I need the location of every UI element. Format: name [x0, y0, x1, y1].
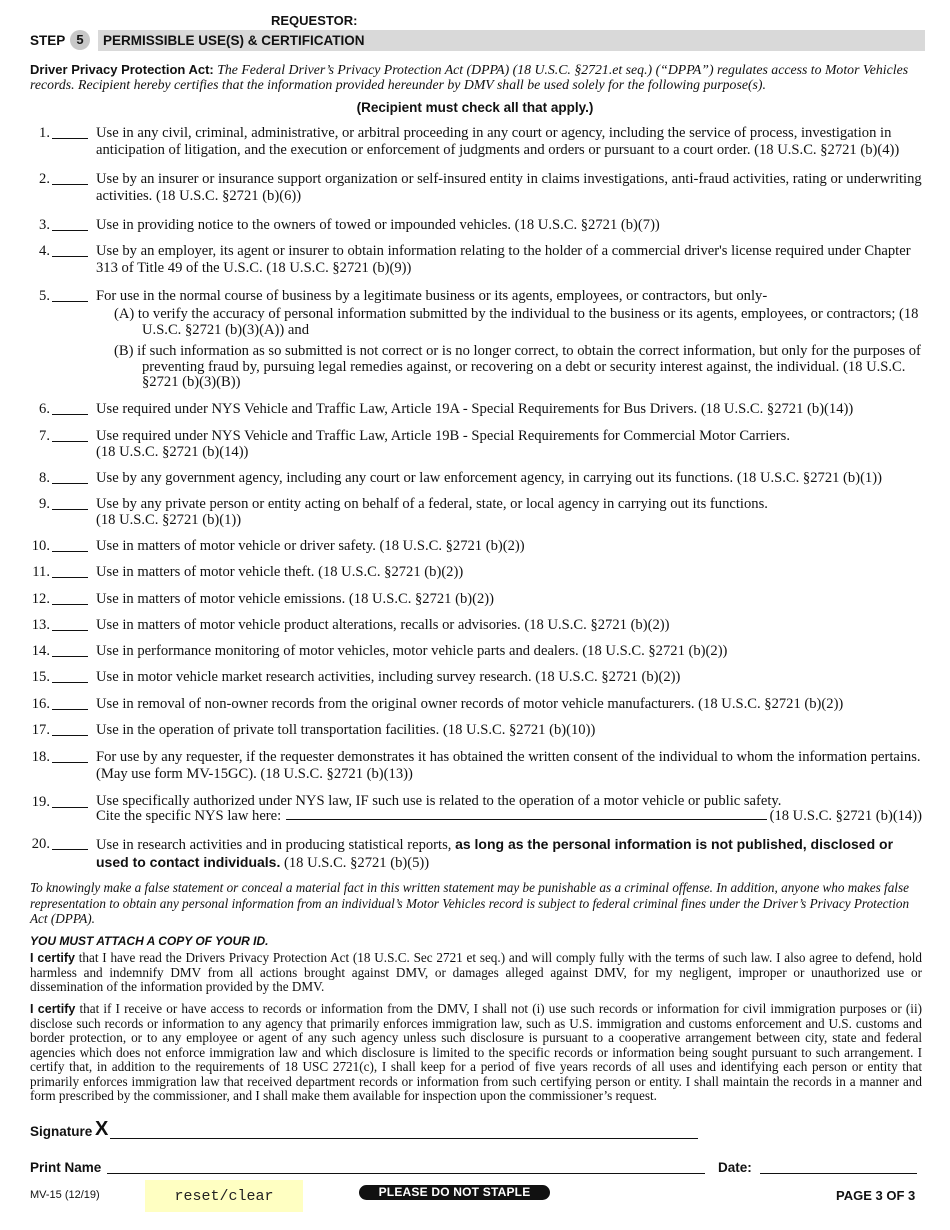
check-blank-15[interactable]: [52, 682, 88, 683]
form-id: MV-15 (12/19): [30, 1189, 100, 1201]
purpose-item-8: [30, 470, 922, 487]
date-label: Date:: [718, 1160, 752, 1175]
check-blank-4[interactable]: [52, 256, 88, 257]
step-label: STEP: [30, 33, 66, 48]
print-name-label: Print Name: [30, 1160, 102, 1175]
item-text: Use in motor vehicle market research activities, including survey research. (18 U.S.C. §2721 (b)(2)): [96, 669, 681, 685]
purpose-item-16: [30, 696, 922, 713]
item-text: For use in the normal course of business by a legitimate business or its agents, employees, or contractors, but only-: [96, 288, 768, 304]
purpose-item-10: [30, 538, 922, 555]
item-number: 7.: [39, 428, 50, 444]
item-number: 11.: [32, 564, 50, 580]
item-number: 14.: [31, 643, 50, 659]
check-blank-7[interactable]: [52, 441, 88, 442]
do-not-staple-badge: [359, 1185, 550, 1200]
certification-1: [30, 951, 922, 995]
check-blank-18[interactable]: [52, 762, 88, 763]
check-blank-16[interactable]: [52, 709, 88, 710]
item-number: 10.: [31, 538, 50, 554]
check-blank-19[interactable]: [52, 807, 88, 808]
signature-field[interactable]: [110, 1138, 698, 1139]
purpose-item-4: [30, 243, 922, 277]
item-20-text: Use in research activities and in producing statistical reports,: [96, 837, 452, 853]
item-number: 16.: [31, 696, 50, 712]
purpose-item-12: [30, 591, 922, 608]
item-text-ref: (18 U.S.C. §2721 (b)(14)): [96, 444, 249, 460]
check-blank-1[interactable]: [52, 138, 88, 139]
item-5-sub-b: (B) if such information as so submitted is not correct or is no longer correct, to obtain the correct information, but only for the purposes of preventing fraud by, pursuing legal remedies against, or recovering on a debt or security interest against, the individual. (18 U.S.C. §2721 (b)(3)(B)): [114, 343, 921, 390]
item-text: Use in providing notice to the owners of towed or impounded vehicles. (18 U.S.C. §2721 (b)(7)): [96, 217, 660, 233]
item-20-ref: (18 U.S.C. §2721 (b)(5)): [284, 855, 430, 871]
purpose-item-20: [30, 836, 922, 872]
nys-law-cite-row: [96, 809, 922, 824]
item-number: 5.: [39, 288, 50, 304]
step-title: PERMISSIBLE USE(S) & CERTIFICATION: [98, 30, 925, 51]
staple-text-pre: PLEASE DO: [378, 1185, 454, 1199]
item-number: 1.: [39, 125, 50, 141]
purpose-item-2: [30, 171, 922, 205]
purpose-item-6: [30, 401, 922, 418]
dppa-intro: [30, 62, 922, 92]
item-text: For use by any requester, if the requester demonstrates it has obtained the written consent of the individual to whom the information pertains. (May use form MV-15GC). (18 U.S.C. §2721 (b)(13)): [96, 749, 921, 782]
item-text: Use in removal of non-owner records from the original owner records of motor vehicle manufacturers. (18 U.S.C. §2721 (b)(2)): [96, 696, 844, 712]
certify-lead: I certify: [30, 1002, 76, 1016]
certify-text: that I have read the Drivers Privacy Protection Act (18 U.S.C. Sec 2721 et seq.) and will comply fully with the terms of such law. I also agree to defend, hold harmless and indemnify DMV from all actions brought against DMV, or damages alleged against DMV, for my negligent, improper or unauthorized use or dissemination of the information provided by the DMV.: [30, 950, 923, 994]
check-blank-14[interactable]: [52, 656, 88, 657]
check-blank-12[interactable]: [52, 604, 88, 605]
check-blank-6[interactable]: [52, 414, 88, 415]
check-blank-11[interactable]: [52, 577, 88, 578]
item-text: [96, 836, 922, 872]
purpose-item-17: [30, 722, 922, 739]
item-number: 2.: [39, 171, 50, 187]
item-text: Use specifically authorized under NYS law, IF such use is related to the operation of a motor vehicle or public safety.: [96, 793, 782, 809]
print-name-field[interactable]: [107, 1173, 705, 1174]
staple-text-not: NOT: [453, 1185, 480, 1199]
signature-label: Signature: [30, 1124, 93, 1139]
purpose-item-11: [30, 564, 922, 581]
check-blank-20[interactable]: [52, 849, 88, 850]
nys-law-cite-ref: (18 U.S.C. §2721 (b)(14)): [769, 808, 922, 824]
item-text: Use by any government agency, including any court or law enforcement agency, in carrying out its functions. (18 U.S.C. §2721 (b)(1)): [96, 470, 882, 486]
page-number: PAGE 3 OF 3: [836, 1188, 916, 1203]
item-text: Use in matters of motor vehicle theft. (18 U.S.C. §2721 (b)(2)): [96, 564, 464, 580]
purpose-item-19: [30, 794, 922, 824]
purpose-item-5: [30, 288, 922, 391]
item-number: 8.: [39, 470, 50, 486]
item-text: Use by any private person or entity acting on behalf of a federal, state, or local agency in carrying out its functions.: [96, 496, 768, 512]
purpose-item-15: [30, 669, 922, 686]
nys-law-cite-label: Cite the specific NYS law here:: [96, 808, 282, 824]
date-field[interactable]: [760, 1173, 917, 1174]
purpose-item-3: [30, 217, 922, 234]
check-blank-8[interactable]: [52, 483, 88, 484]
item-number: 18.: [31, 749, 50, 765]
purpose-item-13: [30, 617, 922, 634]
item-number: 4.: [39, 243, 50, 259]
item-text: Use required under NYS Vehicle and Traffic Law, Article 19B - Special Requirements for Commercial Motor Carriers.: [96, 428, 790, 444]
item-text: Use in matters of motor vehicle emissions. (18 U.S.C. §2721 (b)(2)): [96, 591, 495, 607]
item-number: 15.: [31, 669, 50, 685]
check-blank-17[interactable]: [52, 735, 88, 736]
step-header: [28, 30, 925, 51]
item-number: 20.: [31, 836, 50, 852]
check-blank-5[interactable]: [52, 301, 88, 302]
item-number: 12.: [31, 591, 50, 607]
item-number: 9.: [39, 496, 50, 512]
dppa-title: Driver Privacy Protection Act:: [30, 62, 214, 77]
item-text: Use in performance monitoring of motor vehicles, motor vehicle parts and dealers. (18 U.S.C. §2721 (b)(2)): [96, 643, 728, 659]
reset-clear-button[interactable]: reset/clear: [145, 1180, 303, 1212]
item-text-ref: (18 U.S.C. §2721 (b)(1)): [96, 512, 242, 528]
nys-law-cite-field[interactable]: [286, 809, 766, 820]
item-number: 19.: [31, 794, 50, 810]
certify-lead: I certify: [30, 951, 75, 965]
item-number: 6.: [39, 401, 50, 417]
check-all-note: (Recipient must check all that apply.): [356, 100, 594, 115]
check-blank-10[interactable]: [52, 551, 88, 552]
item-20-bold: as long as the personal information is not published, disclosed or used to contact individuals.: [96, 836, 894, 870]
item-text: Use by an employer, its agent or insurer to obtain information relating to the holder of a commercial driver's license required under Chapter 313 of Title 49 of the U.S.C. (18 U.S.C. §2721 (b)(9)): [96, 243, 911, 276]
check-blank-3[interactable]: [52, 230, 88, 231]
false-statement-warning: To knowingly make a false statement or conceal a material fact in this written statement may be punishable as a criminal offense. In addition, anyone who makes false representation to obtain any personal information from an individual’s Motor Vehicles record is subject to federal criminal fines under the Driver’s Privacy Protection Act (DPPA).: [30, 880, 910, 926]
purpose-item-7: [30, 428, 922, 460]
check-blank-9[interactable]: [52, 509, 88, 510]
item-text: Use in matters of motor vehicle or driver safety. (18 U.S.C. §2721 (b)(2)): [96, 538, 525, 554]
item-text: Use in matters of motor vehicle product alterations, recalls or advisories. (18 U.S.C. §2721 (b)(2)): [96, 617, 670, 633]
item-text: Use by an insurer or insurance support organization or self-insured entity in claims investigations, anti-fraud activities, rating or underwriting activities. (18 U.S.C. §2721 (b)(6)): [96, 171, 922, 204]
staple-text-post: STAPLE: [479, 1185, 531, 1199]
check-blank-2[interactable]: [52, 184, 88, 185]
requestor-label: REQUESTOR:: [271, 13, 358, 28]
item-number: 17.: [31, 722, 50, 738]
dppa-text: The Federal Driver’s Privacy Protection Act (DPPA) (18 U.S.C. §2721.et seq.) (“DPPA”) regulates access to Motor Vehicles records. Recipient hereby certifies that the information provided hereunder by DMV shall be used solely for the following purpose(s).: [30, 62, 909, 92]
item-number: 13.: [31, 617, 50, 633]
purpose-item-14: [30, 643, 922, 660]
item-text: Use in the operation of private toll transportation facilities. (18 U.S.C. §2721 (b)(10)): [96, 722, 596, 738]
purpose-item-1: [30, 125, 922, 159]
signature-x-mark: X: [95, 1118, 109, 1140]
purpose-item-18: [30, 749, 922, 783]
item-text: Use in any civil, criminal, administrative, or arbitral proceeding in any court or agency, including the service of process, investigation in anticipation of litigation, and the execution or enforcement of judgments and orders or pursuant to a court order. (18 U.S.C. §2721 (b)(4)): [96, 125, 900, 158]
item-number: 3.: [39, 217, 50, 233]
item-5-sub-a: (A) to verify the accuracy of personal information submitted by the individual to the business or its agents, employees, or contractors; (18 U.S.C. §2721 (b)(3)(A)) and: [114, 306, 919, 338]
item-text: Use required under NYS Vehicle and Traffic Law, Article 19A - Special Requirements for Bus Drivers. (18 U.S.C. §2721 (b)(14)): [96, 401, 854, 417]
step-number-badge: 5: [70, 30, 90, 50]
purpose-item-9: [30, 496, 922, 528]
certify-text: that if I receive or have access to records or information from the DMV, I shall not (i) use such records or information for civil immigration purposes or (ii) disclose such records or information to any agency that primarily enforces immigration law, such as U.S. immigration and customs enforcement and U.S. customs and border protection, or to any employee or agent of any such agency unless such disclosure is pursuant to a cooperative arrangement between city, state and federal agencies which does not enforce immigration law and which disclosure is limited to the specific records or information being sought pursuant to such arrangement. I certify that, in addition to the requirements of 18 USC 2721(c), I shall keep for a period of five years records of all uses and identifying each person or entity that primarily enforces immigration law that received department records or information from such certifying person or entity. I shall maintain the records in a manner and form prescribed by the commissioner, and I shall make them available for inspection upon the commissioner’s request.: [30, 1001, 922, 1103]
attach-id-notice: YOU MUST ATTACH A COPY OF YOUR ID.: [30, 934, 269, 948]
certification-2: [30, 1002, 922, 1104]
check-blank-13[interactable]: [52, 630, 88, 631]
